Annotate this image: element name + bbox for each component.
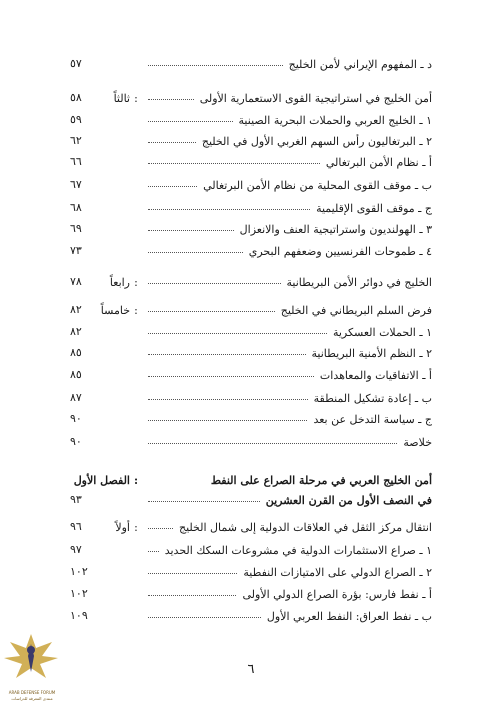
dot-leader	[148, 208, 310, 210]
toc-entry-body	[142, 369, 432, 382]
dot-leader	[148, 616, 261, 618]
toc-page-number: ٥٧	[70, 57, 82, 70]
forum-logo	[2, 628, 60, 708]
toc-page-number: ٦٦	[70, 155, 82, 168]
toc-entry	[70, 365, 432, 385]
toc-entry-body	[142, 156, 432, 169]
toc-entry	[70, 606, 432, 626]
toc-page-number: ١٠٩	[70, 609, 88, 622]
toc-page-number: ٥٨	[70, 91, 82, 104]
toc-colon: :	[134, 520, 138, 534]
toc-entry-body	[142, 92, 432, 105]
dot-leader	[148, 282, 281, 284]
toc-colon: :	[133, 473, 139, 487]
toc-entry-title: خلاصة	[403, 435, 432, 449]
toc-entry-title: أ ـ الاتفاقيات والمعاهدات	[319, 368, 432, 382]
toc-entry-title: ١ ـ الحملات العسكرية	[332, 325, 432, 339]
dot-leader	[148, 398, 308, 400]
logo-text-ar: منتدى المعرفة للدراسات	[11, 696, 53, 701]
toc-entry-body	[142, 347, 432, 360]
toc-entry	[70, 322, 432, 342]
dot-leader	[148, 98, 194, 100]
toc-entry	[70, 584, 432, 604]
toc-entry-title: أ ـ نظام الأمن البرتغالي	[325, 155, 432, 169]
toc-entry-title: ج ـ موقف القوى الإقليمية	[316, 201, 432, 215]
toc-page-number: ٨٥	[70, 346, 82, 359]
toc-entry	[70, 175, 432, 195]
toc-entry-body	[142, 392, 432, 405]
toc-entry	[70, 110, 432, 130]
dot-leader	[148, 375, 314, 377]
toc-entry-title: ب ـ إعادة تشكيل المنطقة	[313, 391, 432, 405]
toc-entry-title: الخليج في دوائر الأمن البريطانية	[286, 275, 432, 289]
toc-entry-title: ٣ ـ الهولنديون واستراتيجية العنف والانعزال	[239, 222, 432, 236]
toc-entry	[70, 54, 432, 74]
toc-entry-body	[142, 202, 432, 215]
toc-entry-body	[142, 326, 432, 339]
toc-entry-title: فرض السلم البريطاني في الخليج	[280, 303, 432, 317]
toc-entry-body	[142, 544, 432, 557]
toc-entry-body	[142, 304, 432, 317]
toc-entry-title: ٢ ـ النظم الأمنية البريطانية	[311, 346, 432, 360]
toc-page-number: ٩٦	[70, 520, 82, 533]
toc-entry	[70, 432, 432, 452]
toc-entry	[70, 517, 432, 537]
toc-entry-title: ٢ ـ البرتغاليون رأس السهم الغربي الأول في الخليج	[201, 134, 432, 148]
toc-page-number: ٩٠	[70, 435, 82, 448]
toc-page-number: ٧٣	[70, 244, 82, 257]
page-number: ٦	[247, 662, 255, 677]
toc-entry-body	[142, 588, 432, 601]
toc-entry	[70, 490, 432, 510]
dot-leader	[148, 251, 243, 253]
toc-page-number: ٨٥	[70, 368, 82, 381]
toc-entry-title: ب ـ نفط العراق: النفط العربي الأول	[266, 609, 432, 623]
dot-leader	[148, 310, 275, 312]
toc-colon: :	[134, 303, 138, 317]
toc-entry-body	[142, 413, 432, 426]
toc-entry-title: أ ـ نفط فارس: بؤرة الصراع الدولي الأولى	[242, 587, 432, 601]
toc-entry-body	[142, 566, 432, 579]
toc-entry-body	[142, 521, 432, 534]
toc-page-number: ١٠٢	[70, 587, 88, 600]
toc-entry-title: ج ـ سياسة التدخل عن بعد	[313, 412, 432, 426]
dot-leader	[148, 594, 236, 596]
toc-entry	[70, 88, 432, 108]
dot-leader	[148, 442, 397, 444]
toc-entry-body	[142, 114, 432, 127]
toc-entry	[70, 241, 432, 261]
toc-entry	[70, 300, 432, 320]
toc-entry-body	[142, 276, 432, 289]
toc-entry-body	[142, 135, 432, 148]
dot-leader	[148, 332, 327, 334]
toc-entry	[70, 409, 432, 429]
toc-section-label: رابعاً	[109, 275, 130, 289]
dot-leader	[148, 141, 196, 143]
toc-page-number: ٥٩	[70, 113, 82, 126]
toc-page-number: ٩٣	[70, 493, 82, 506]
dot-leader	[148, 500, 260, 502]
toc-entry-body	[142, 245, 432, 258]
toc-page-number: ٨٢	[70, 303, 82, 316]
toc-entry-title: ١ ـ الخليج العربي والحملات البحرية الصينية	[238, 113, 432, 127]
toc-page-number: ٩٧	[70, 543, 82, 556]
dot-leader	[148, 419, 307, 421]
toc-section-label: خامساً	[100, 303, 130, 317]
toc-page-number: ٧٨	[70, 275, 82, 288]
toc-entry	[70, 388, 432, 408]
toc-page-number: ٩٠	[70, 412, 82, 425]
dot-leader	[148, 527, 173, 529]
toc-page-number: ٦٧	[70, 178, 82, 191]
toc-entry-body	[142, 494, 432, 507]
dot-leader	[148, 162, 320, 164]
toc-entry	[70, 470, 432, 490]
dot-leader	[148, 185, 197, 187]
toc-entry-body	[142, 610, 432, 623]
toc-entry-body	[142, 436, 432, 449]
toc-entry-body	[142, 58, 432, 71]
toc-entry	[70, 131, 432, 151]
toc-entry-title: ١ ـ صراع الاستثمارات الدولية في مشروعات السكك الحديد	[164, 543, 432, 557]
toc-page-number: ٦٨	[70, 201, 82, 214]
toc-entry	[70, 152, 432, 172]
toc-section-label: ثالثاً	[113, 91, 130, 105]
dot-leader	[148, 120, 233, 122]
toc-entry-title: ٤ ـ طموحات الفرنسيين وضعفهم البحري	[248, 244, 432, 258]
toc-page-number: ٦٢	[70, 134, 82, 147]
toc-entry-title: انتقال مركز الثقل في العلاقات الدولية إلى شمال الخليج	[178, 520, 432, 534]
toc-entry	[70, 562, 432, 582]
toc-entry	[70, 540, 432, 560]
logo-text-en: ARAB DEFENSE FORUM	[8, 690, 56, 695]
toc-entry-title: أمن الخليج في استراتيجية القوى الاستعمارية الأولى	[199, 91, 432, 105]
toc-colon: :	[134, 91, 138, 105]
dot-leader	[148, 572, 237, 574]
toc-entry-title: د ـ المفهوم الإيراني لأمن الخليج	[288, 57, 432, 71]
dot-leader	[148, 64, 283, 66]
toc-section-label: أولاً	[115, 520, 130, 534]
toc-entry-body	[142, 474, 432, 487]
toc-entry	[70, 198, 432, 218]
dot-leader	[148, 229, 234, 231]
toc-entry-title: ب ـ موقف القوى المحلية من نظام الأمن البرتغالي	[203, 178, 432, 192]
toc-entry	[70, 272, 432, 292]
eagle-emblem-icon	[2, 628, 60, 688]
toc-page-number: ٨٧	[70, 391, 82, 404]
toc-page-number: ١٠٢	[70, 565, 88, 578]
toc-page-number: ٨٢	[70, 325, 82, 338]
toc-entry-body	[142, 223, 432, 236]
dot-leader	[148, 550, 159, 552]
toc-entry	[70, 343, 432, 363]
toc-entry-body	[142, 179, 432, 192]
toc-entry	[70, 219, 432, 239]
toc-colon: :	[134, 275, 138, 289]
toc-entry-title: في النصف الأول من القرن العشرين	[265, 493, 432, 507]
toc-entry-title: أمن الخليج العربي في مرحلة الصراع على النفط	[210, 473, 432, 487]
dot-leader	[148, 353, 306, 355]
toc-entry-title: ٢ ـ الصراع الدولي على الامتيازات النفطية	[243, 565, 432, 579]
toc-page-number: ٦٩	[70, 222, 82, 235]
toc-section-label: الفصل الأول	[73, 473, 130, 487]
